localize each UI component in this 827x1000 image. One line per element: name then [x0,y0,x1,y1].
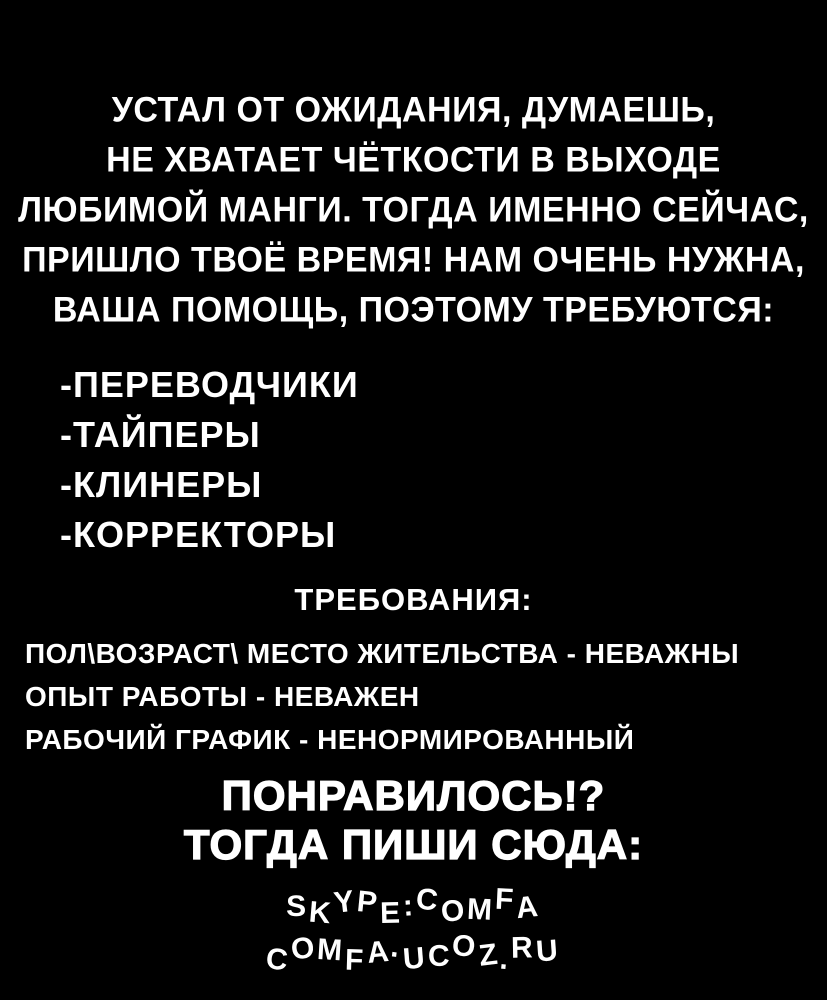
requirement-item: ПОЛ\ВОЗРАСТ\ МЕСТО ЖИТЕЛЬСТВА - НЕВАЖНЫ [25,638,740,669]
vacancy-item-cleaners: -КЛИНЕРЫ [60,464,263,505]
requirements-list [0,632,827,761]
requirement-item: ОПЫТ РАБОТЫ - НЕВАЖЕН [25,681,420,712]
cta-line-liked: ПОНРАВИЛОСЬ!? [221,772,606,819]
contacts-block [0,883,827,977]
intro-line: ВАША ПОМОЩЬ, ПОЭТОМУ ТРЕБУЮТСЯ: [52,290,775,330]
website-url: COMFA.UCOZ.RU [264,928,562,978]
call-to-action [0,771,827,869]
vacancy-item-proofreaders: -КОРРЕКТОРЫ [60,514,337,555]
recruitment-intro [0,85,827,335]
requirement-item: РАБОЧИЙ ГРАФИК - НЕНОРМИРОВАННЫЙ [25,724,635,755]
intro-line: ПРИШЛО ТВОЁ ВРЕМЯ! НАМ ОЧЕНЬ НУЖНА, [22,240,805,280]
cta-line-write-here: ТОГДА ПИШИ СЮДА: [183,821,644,868]
skype-contact: SKYPE:COMFA [286,882,543,931]
vacancy-item-translators: -ПЕРЕВОДЧИКИ [60,364,359,405]
intro-line: ЛЮБИМОЙ МАНГИ. ТОГДА ИМЕННО СЕЙЧАС, [18,190,809,230]
intro-line: УСТАЛ ОТ ОЖИДАНИЯ, ДУМАЕШЬ, [111,90,716,130]
vacancy-item-typesetters: -ТАЙПЕРЫ [60,414,261,455]
requirements-title: ТРЕБОВАНИЯ: [294,582,533,617]
intro-line: НЕ ХВАТАЕТ ЧЁТКОСТИ В ВЫХОДЕ [106,140,721,180]
vacancy-list [0,360,827,560]
